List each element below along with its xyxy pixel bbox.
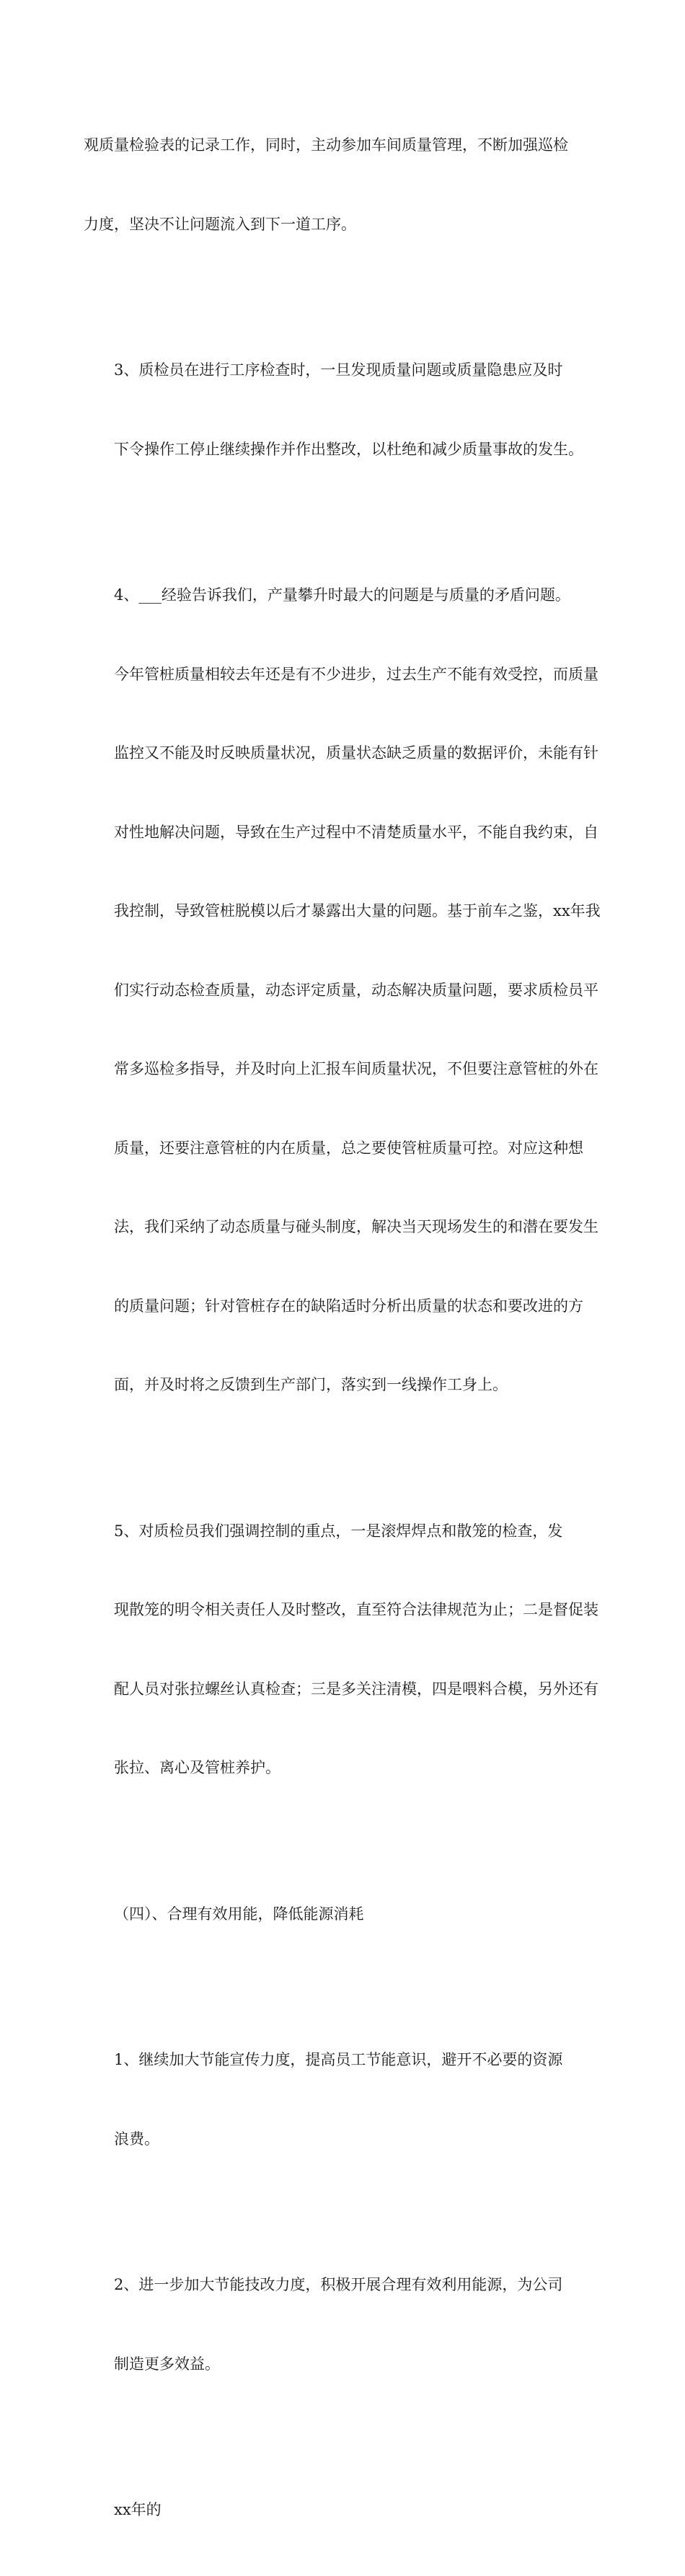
paragraph-energy-item-2 [84,2219,601,2430]
text-line: 力度，坚决不让问题流入到下一道工序。 [84,215,356,233]
text-line: 面，并及时将之反馈到生产部门，落实到一线操作工身上。 [114,1376,508,1393]
paragraph-item-3 [84,304,601,515]
text-line: 今年管桩质量相较去年还是有不少进步，过去生产不能有效受控，而质量 [114,665,598,683]
text-line: 监控又不能及时反映质量状况，质量状态缺乏质量的数据评价，未能有针 [114,744,598,762]
text-line: 制造更多效益。 [114,2355,220,2373]
text-line: 们实行动态检查质量，动态评定质量，动态解决质量问题，要求质检员平 [114,981,598,999]
text-line: 张拉、离心及管桩养护。 [114,1759,280,1776]
paragraph-energy-item-1 [84,1994,601,2205]
text-line: （四）、合理有效用能，降低能源消耗 [114,1905,364,1923]
text-line: 的质量问题；针对管桩存在的缺陷适时分析出质量的状态和要改进的方 [114,1297,583,1315]
paragraph-continuation [84,79,601,290]
text-line: 2、进一步加大节能技改力度，积极开展合理有效利用能源，为公司 [114,2276,563,2293]
text-line: 3、质检员在进行工序检查时，一旦发现质量问题或质量隐患应及时 [114,361,563,379]
paragraph-item-4 [84,529,601,1451]
text-line: 下令操作工停止继续操作并作出整改，以杜绝和减少质量事故的发生。 [114,440,583,458]
text-line: 5、对质检员我们强调控制的重点，一是滚焊焊点和散笼的检查，发 [114,1522,563,1540]
text-line: 对性地解决问题，导致在生产过程中不清楚质量水平，不能自我约束，自 [114,823,598,841]
text-line: 我控制，导致管桩脱模以后才暴露出大量的问题。基于前车之鉴，xx年我 [114,902,601,919]
text-line: 常多巡检多指导，并及时向上汇报车间质量状况，不但要注意管桩的外在 [114,1060,598,1077]
text-line: 观质量检验表的记录工作，同时，主动参加车间质量管理，不断加强巡检 [84,136,568,154]
text-line: 浪费。 [114,2130,159,2148]
paragraph-item-5 [84,1465,601,1834]
paragraph-trailing [84,2444,601,2576]
text-line: 1、继续加大节能宣传力度，提高员工节能意识，避开不必要的资源 [114,2051,563,2068]
section-heading-4 [84,1848,601,1980]
text-line: 质量，还要注意管桩的内在质量，总之要使管桩质量可控。对应这种想 [114,1139,583,1157]
text-line: 配人员对张拉螺丝认真检查；三是多关注清模，四是喂料合模，另外还有 [114,1680,598,1698]
text-line: xx年的 [114,2501,162,2518]
text-line: 4、___经验告诉我们，产量攀升时最大的问题是与质量的矛盾问题。 [114,586,570,604]
text-line: 现散笼的明令相关责任人及时整改，直至符合法律规范为止；二是督促装 [114,1601,598,1618]
text-line: 法，我们采纳了动态质量与碰头制度，解决当天现场发生的和潜在要发生 [114,1218,598,1235]
